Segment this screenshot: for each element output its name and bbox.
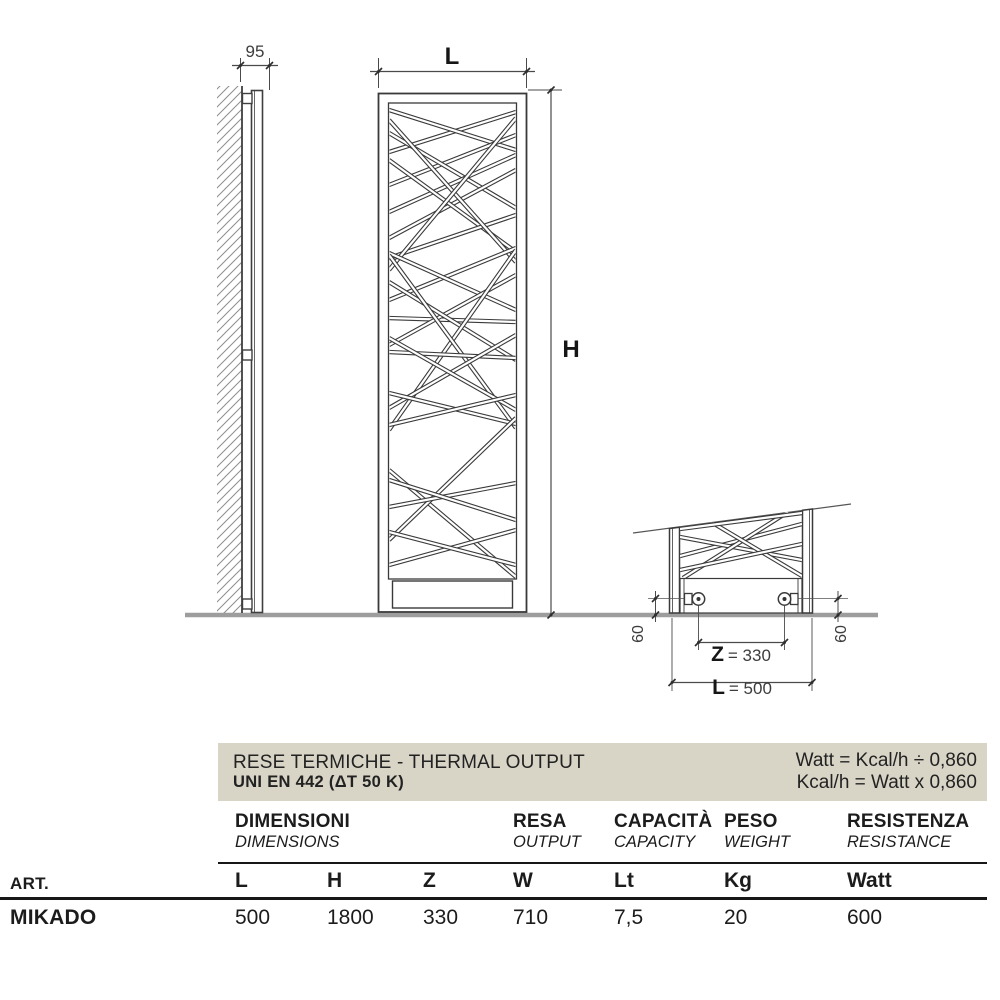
thermal-band-titles (218, 752, 585, 792)
group-resistenza (847, 812, 987, 852)
group-header-rule (218, 862, 987, 864)
group-peso-en: WEIGHT (724, 833, 790, 851)
formula-watt: Watt = Kcal/h ÷ 0,860 (795, 750, 977, 771)
height-dimension-label: H (562, 336, 580, 363)
group-dimensioni (235, 812, 513, 852)
depth-dimension-label: 95 (245, 42, 265, 61)
table-header-row (0, 869, 987, 894)
cell-l: 500 (235, 906, 271, 929)
cell-w: 710 (513, 906, 549, 929)
thermal-title: RESE TERMICHE - THERMAL OUTPUT (233, 752, 585, 773)
wall-hatching (217, 86, 242, 613)
z-value: = 330 (727, 646, 771, 665)
z-symbol: Z (711, 643, 724, 666)
width-dimension-label: L (444, 43, 460, 70)
header-l: L (235, 869, 248, 892)
wall-bracket-middle (243, 350, 253, 360)
l-dimension-label (672, 677, 812, 698)
cell-art: MIKADO (10, 906, 97, 929)
header-rule (0, 897, 987, 900)
l-value: = 500 (728, 679, 772, 698)
group-resa (513, 812, 614, 852)
header-watt: Watt (847, 869, 892, 892)
valve-right (778, 593, 798, 605)
header-lt: Lt (614, 869, 634, 892)
offset-left-label: 60 (630, 625, 647, 643)
group-resa-it: RESA (513, 811, 567, 832)
cell-z: 330 (423, 906, 459, 929)
front-view (370, 58, 562, 615)
group-resistenza-en: RESISTANCE (847, 833, 952, 851)
group-resistenza-it: RESISTENZA (847, 811, 970, 832)
header-h: H (327, 869, 343, 892)
group-dimensioni-en: DIMENSIONS (235, 833, 340, 851)
side-view (217, 58, 278, 613)
header-z: Z (423, 869, 436, 892)
group-resa-en: OUTPUT (513, 833, 581, 851)
header-art: ART. (10, 874, 49, 893)
group-capacita-it: CAPACITÀ (614, 811, 713, 832)
header-kg: Kg (724, 869, 752, 892)
table-group-header-row (0, 812, 987, 852)
formula-kcal: Kcal/h = Watt x 0,860 (796, 772, 977, 793)
table-row (0, 906, 987, 930)
header-w: W (513, 869, 533, 892)
cell-kg: 20 (724, 906, 748, 929)
group-capacita (614, 812, 724, 852)
group-capacita-en: CAPACITY (614, 833, 696, 851)
cell-lt: 7,5 (614, 906, 644, 929)
offset-right-label: 60 (833, 625, 850, 643)
wall-bracket-bottom (243, 599, 253, 609)
group-dimensioni-it: DIMENSIONI (235, 811, 350, 832)
conversion-formulas (796, 750, 987, 794)
z-dimension-label (671, 644, 811, 665)
thermal-band (218, 743, 987, 801)
bottom-collector (393, 581, 513, 608)
l-symbol: L (712, 676, 725, 699)
mikado-pattern-detail (680, 512, 802, 578)
group-peso-it: PESO (724, 811, 778, 832)
break-line (633, 504, 851, 533)
valve-left (685, 593, 705, 605)
cell-h: 1800 (327, 906, 374, 929)
thermal-norm: UNI EN 442 (ΔT 50 K) (233, 773, 404, 791)
cell-watt: 600 (847, 906, 883, 929)
wall-bracket-top (243, 94, 253, 104)
group-peso (724, 812, 847, 852)
